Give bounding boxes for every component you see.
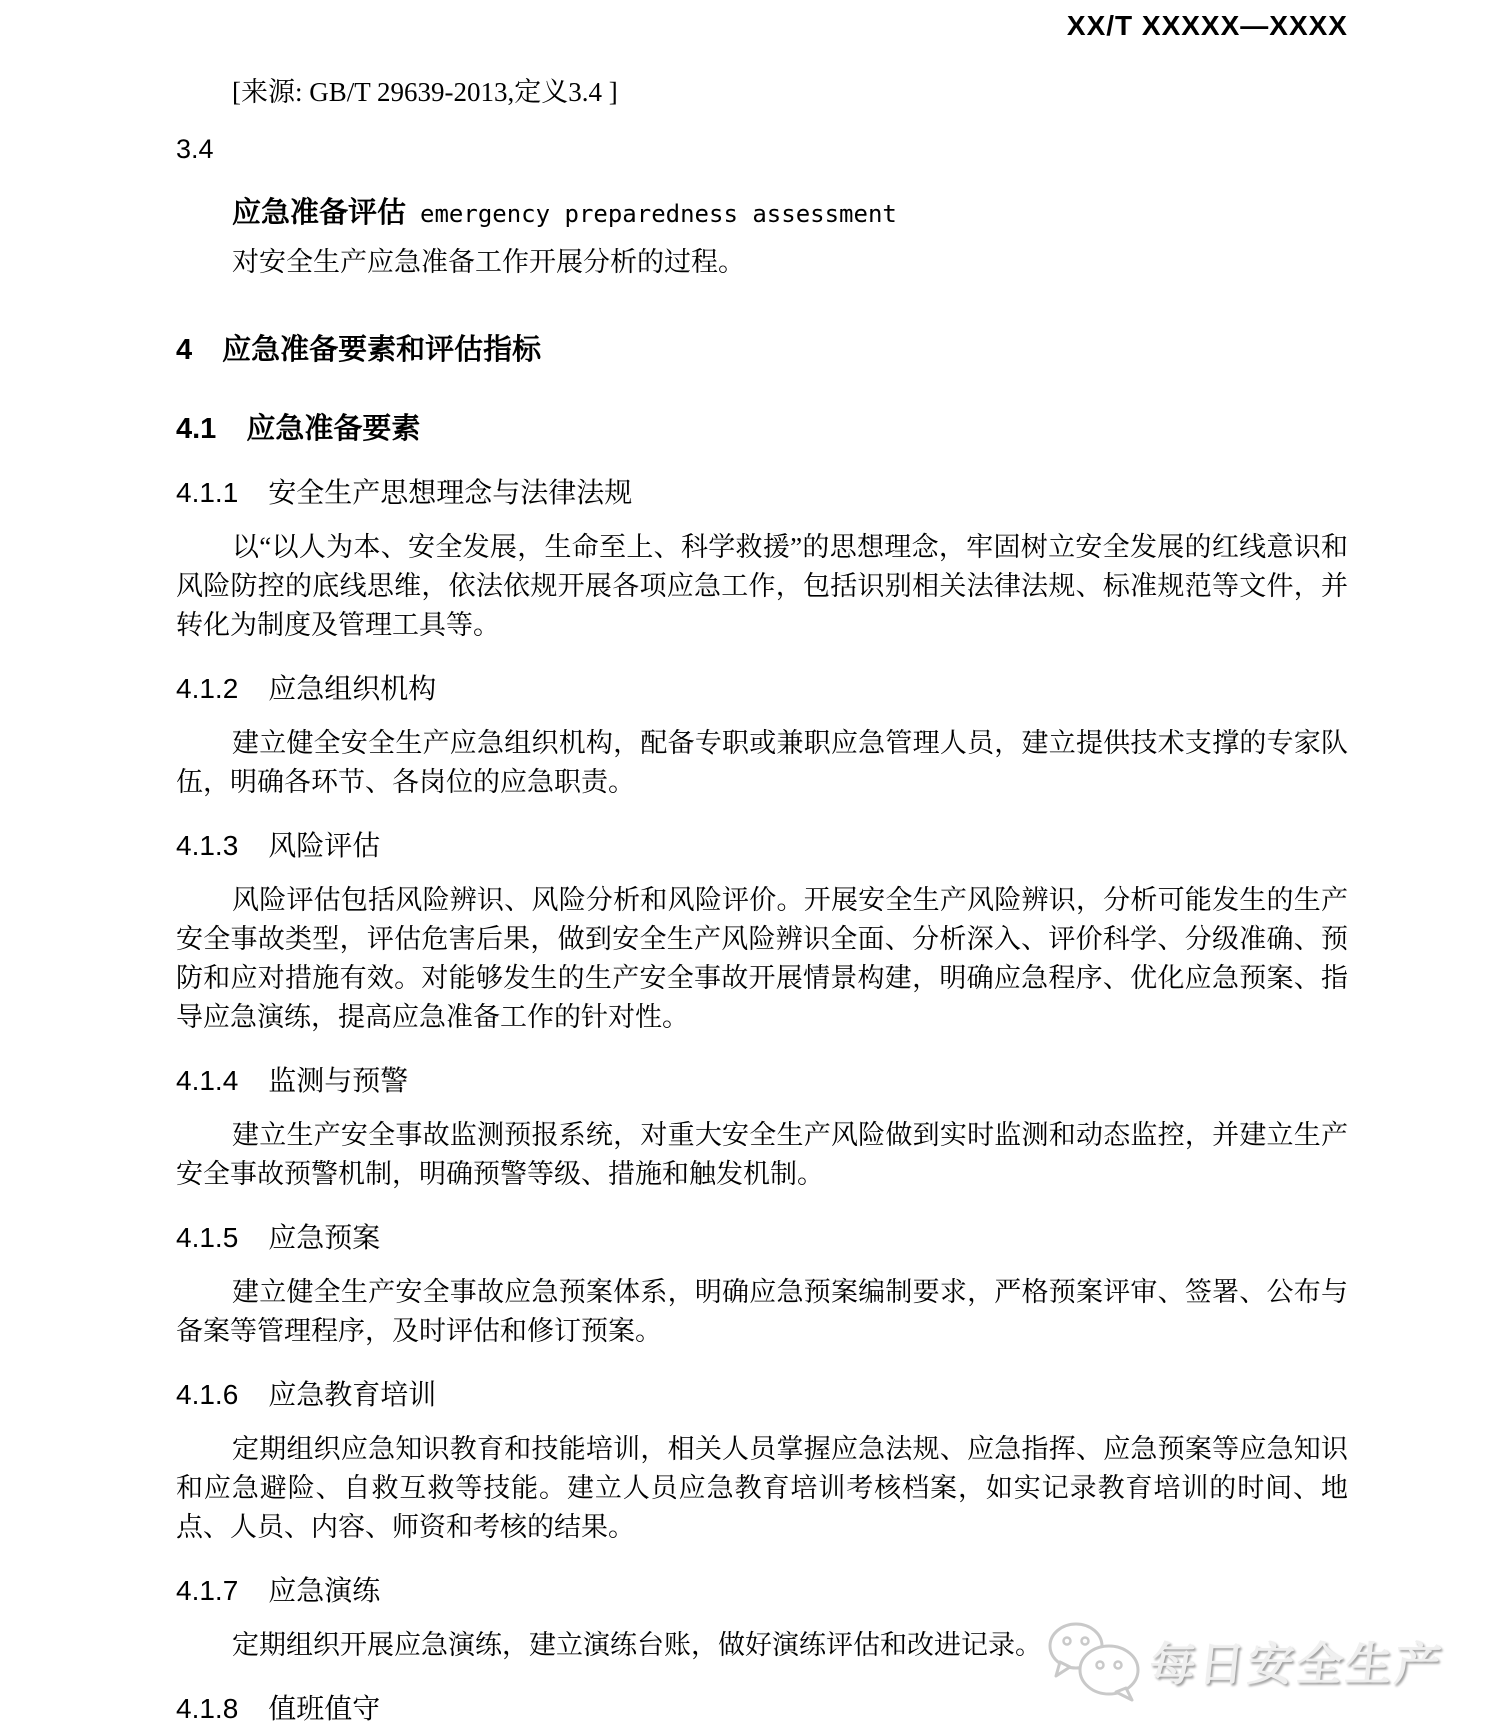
term-english: emergency preparedness assessment: [420, 200, 897, 228]
section-number: 4.1.3: [176, 830, 239, 861]
term-line: [176, 194, 1348, 234]
section-heading: [176, 1061, 1348, 1101]
section-title: 监测与预警: [268, 1066, 409, 1097]
section-number: 4.1: [176, 413, 217, 445]
section-4.1.5: [176, 1218, 1348, 1351]
section-title: 安全生产思想理念与法律法规: [268, 478, 633, 509]
section-paragraph: 以“以人为本、安全发展，生命至上、科学救援”的思想理念，牢固树立安全发展的红线意识和风险防控的底线思维，依法依规开展各项应急工作，包括识别相关法律法规、标准规范等文件，并转化为制度及管理工具等。: [176, 532, 1348, 640]
section-heading: [176, 1689, 1348, 1724]
section-number: 4.1.7: [176, 1575, 239, 1606]
section-number: 4.1.2: [176, 673, 239, 704]
section-paragraph: 建立生产安全事故监测预报系统，对重大安全生产风险做到实时监测和动态监控，并建立生产安全事故预警机制，明确预警等级、措施和触发机制。: [176, 1120, 1348, 1189]
section-heading: [176, 410, 1348, 449]
section-title: 应急准备要素和评估指标: [222, 334, 542, 366]
section-4.1.8: [176, 1689, 1348, 1724]
watermark-text: 每日安全生产: [1146, 1638, 1447, 1690]
section-paragraph: 风险评估包括风险辨识、风险分析和风险评价。开展安全生产风险辨识，分析可能发生的生产安全事故类型，评估危害后果，做到安全生产风险辨识全面、分析深入、评价科学、分级准确、预防和应对措施有效。对能够发生的生产安全事故开展情景构建，明确应急程序、优化应急预案、指导应急演练，提高应急准备工作的针对性。: [176, 885, 1348, 1032]
section-title: 应急准备要素: [246, 413, 421, 445]
section-title: 风险评估: [268, 831, 381, 862]
doc-code-header: XX/T XXXXX—XXXX: [1066, 10, 1348, 41]
section-heading: [176, 1571, 1348, 1611]
section-4.1.2: [176, 669, 1348, 802]
section-4.1: [176, 410, 1348, 449]
clause-number: 3.4: [176, 134, 214, 164]
section-paragraph: 定期组织应急知识教育和技能培训，相关人员掌握应急法规、应急指挥、应急预案等应急知识和应急避险、自救互救等技能。建立人员应急教育培训考核档案，如实记录教育培训的时间、地点、人员、内容、师资和考核的结果。: [176, 1434, 1348, 1542]
section-number: 4.1.1: [176, 477, 239, 508]
section-heading: [176, 331, 1348, 370]
section-paragraph: 建立健全安全生产应急组织机构，配备专职或兼职应急管理人员，建立提供技术支撑的专家队伍，明确各环节、各岗位的应急职责。: [176, 728, 1348, 797]
section-heading: [176, 826, 1348, 866]
sections-container: [176, 331, 1348, 1724]
section-title: 应急预案: [268, 1223, 381, 1254]
section-4.1.6: [176, 1375, 1348, 1547]
section-heading: [176, 669, 1348, 709]
section-title: 应急演练: [268, 1576, 381, 1607]
section-heading: [176, 1218, 1348, 1258]
section-number: 4.1.6: [176, 1379, 239, 1410]
section-paragraph: 定期组织开展应急演练，建立演练台账，做好演练评估和改进记录。: [232, 1630, 1042, 1660]
section-4.1.3: [176, 826, 1348, 1037]
term-chinese: 应急准备评估: [232, 197, 407, 229]
section-number: 4.1.8: [176, 1693, 239, 1724]
section-4.1.7: [176, 1571, 1348, 1665]
section-4.1.1: [176, 473, 1348, 645]
section-4: [176, 331, 1348, 370]
section-title: 值班值守: [268, 1694, 381, 1724]
section-number: 4.1.5: [176, 1222, 239, 1253]
section-number: 4.1.4: [176, 1065, 239, 1096]
term-definition: 对安全生产应急准备工作开展分析的过程。: [232, 247, 745, 277]
section-4.1.4: [176, 1061, 1348, 1194]
section-paragraph: 建立健全生产安全事故应急预案体系，明确应急预案编制要求，严格预案评审、签署、公布与备案等管理程序，及时评估和修订预案。: [176, 1277, 1348, 1346]
section-title: 应急教育培训: [268, 1380, 437, 1411]
section-heading: [176, 1375, 1348, 1415]
section-title: 应急组织机构: [268, 674, 437, 705]
source-note: [来源: GB/T 29639-2013,定义3.4 ]: [232, 77, 618, 107]
section-number: 4: [176, 334, 193, 366]
section-heading: [176, 473, 1348, 513]
